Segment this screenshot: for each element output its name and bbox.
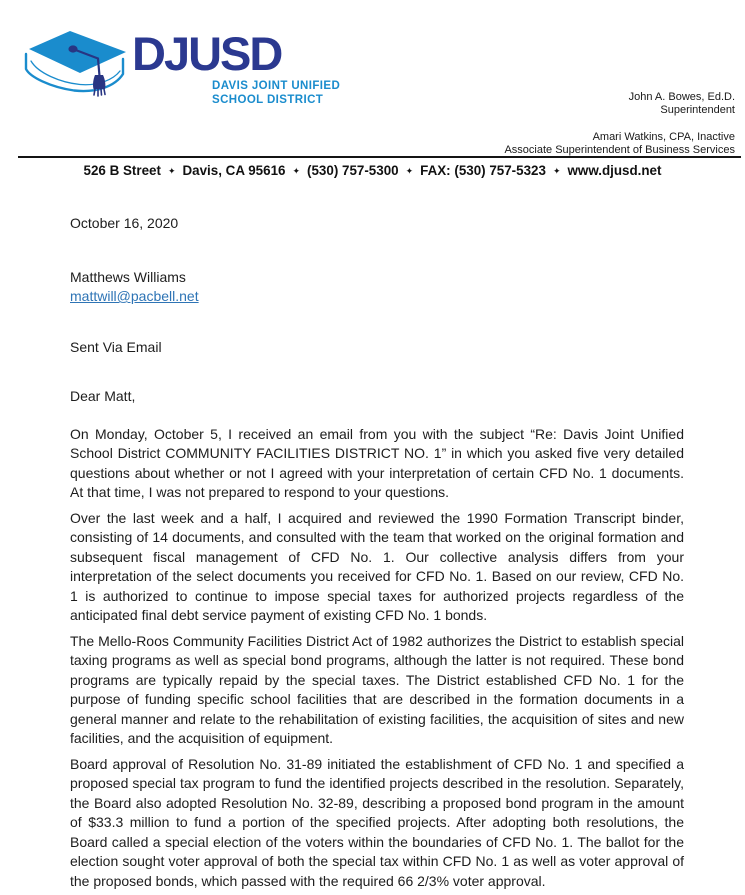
address-street: 526 B Street xyxy=(83,163,161,178)
diamond-separator-icon: ✦ xyxy=(167,165,176,176)
official-title: Associate Superintendent of Business Services xyxy=(504,143,735,156)
recipient-email-link[interactable]: mattwill@pacbell.net xyxy=(70,288,199,304)
logo-wordmark: DJUSD xyxy=(132,27,282,80)
officials-block xyxy=(504,91,735,156)
delivery-method: Sent Via Email xyxy=(70,338,162,355)
address-fax: FAX: (530) 757-5323 xyxy=(420,163,546,178)
logo-subtitle xyxy=(212,80,340,107)
diamond-separator-icon: ✦ xyxy=(405,165,414,176)
official-name: John A. Bowes, Ed.D. xyxy=(628,91,735,103)
official-title: Superintendent xyxy=(660,103,735,116)
letter-paragraph-3: The Mello-Roos Community Facilities District Act of 1982 authorizes the District to establish special taxing programs as well as special bond programs, although the latter is not required. These bond programs are typically repaid by the special taxes. The District established CFD No. 1 for the purpose of funding specific school facilities that are described in the formation documents in a general manner and relate to the rehabilitation of existing facilities, the acquisition of sites and new facilities, and the acquisition of equipment. xyxy=(70,632,684,746)
official-name: Amari Watkins, CPA, Inactive xyxy=(592,131,735,143)
address-website: www.djusd.net xyxy=(567,163,662,178)
recipient-block xyxy=(70,268,684,307)
diamond-separator-icon: ✦ xyxy=(552,165,561,176)
address-phone: (530) 757-5300 xyxy=(307,163,399,178)
graduation-cap-icon xyxy=(22,28,132,123)
letter-paragraph-2: Over the last week and a half, I acquired and reviewed the 1990 Formation Transcript binder, consisting of 14 documents, and consulted with the team that worked on the original formation and subsequent fiscal management of CFD No. 1. Our collective analysis differs from your interpretation of the select documents you received for CFD No. 1. Based on our review, CFD No. 1 is authorized to continue to impose special taxes for authorized projects regardless of the anticipated final debt service payment of existing CFD No. 1 bonds. xyxy=(70,509,684,623)
letterhead-divider xyxy=(18,156,741,158)
letter-date: October 16, 2020 xyxy=(70,215,179,231)
recipient-name: Matthews Williams xyxy=(70,268,186,285)
logo-subtitle-line2: SCHOOL DISTRICT xyxy=(212,93,324,106)
diamond-separator-icon: ✦ xyxy=(292,165,301,176)
letter-paragraph-4: Board approval of Resolution No. 31-89 initiated the establishment of CFD No. 1 and specified a proposed special tax program to fund the identified projects described in the resolution. Separately, the Board also adopted Resolution No. 32-89, describing a proposed bond program in the amount of $33.3 million to fund a portion of the specified projects. After adopting both resolutions, the Board called a special election of the voters within the boundaries of CFD No. 1. The ballot for the election sought voter approval of both the special tax within CFD No. 1 as well as voter approval of the proposed bonds, which passed with the required 66 2/3% voter approval. xyxy=(70,755,684,889)
address-city: Davis, CA 95616 xyxy=(182,163,286,178)
logo-subtitle-line1: DAVIS JOINT UNIFIED xyxy=(212,80,341,92)
letter-paragraph-1: On Monday, October 5, I received an email from you with the subject “Re: Davis Joint Unified School District COMMUNITY FACILITIES DISTRICT NO. 1” in which you asked five very detailed questions about whether or not I agreed with your interpretation of certain CFD No. 1 documents. At that time, I was not prepared to respond to your questions. xyxy=(70,425,684,500)
address-line xyxy=(0,163,745,178)
letter-body xyxy=(70,214,684,895)
official-superintendent xyxy=(504,91,735,116)
salutation: Dear Matt, xyxy=(70,388,136,404)
official-associate-superintendent xyxy=(504,131,735,156)
